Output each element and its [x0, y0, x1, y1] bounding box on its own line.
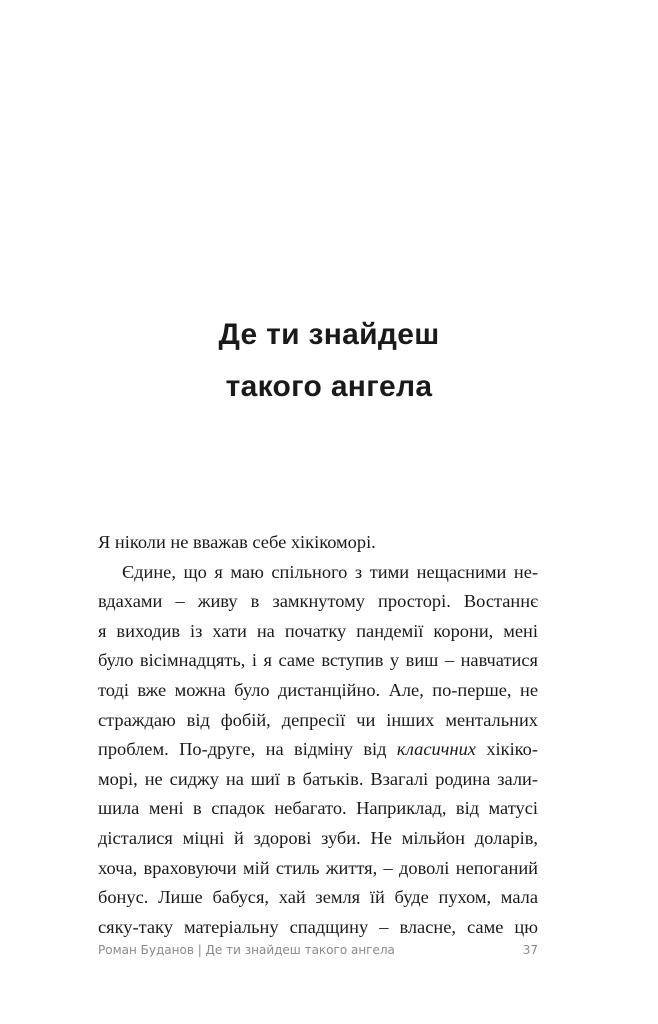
text-line: шила мені в спадок небагато. Наприклад, від матусі: [98, 798, 538, 819]
text-line: Я ніколи не вважав себе хікікоморі.: [98, 532, 376, 552]
text-segment: хікіко-: [475, 739, 538, 760]
text-line-with-emphasis: [98, 735, 538, 765]
text-line: я виходив із хати на початку пандемії корони, мені: [98, 620, 538, 641]
text-segment: проблем. По-друге, на відміну від: [98, 739, 397, 760]
page-number: 37: [522, 943, 538, 957]
text-line: страждаю від фобій, депресії чи інших ментальних: [98, 709, 538, 730]
text-line: Єдине, що я маю спільного з тими нещасними не-: [122, 561, 538, 582]
text-line: вдахами – живу в замкнутому просторі. Востаннє: [98, 591, 538, 612]
chapter-title-line-2: такого ангела: [225, 370, 433, 403]
page-footer: [98, 940, 538, 960]
text-line: хоча, враховуючи мій стиль життя, – доволі непоганий: [98, 857, 538, 878]
text-line: морі, не сиджу на шиї в батьків. Взагалі родина зали-: [98, 768, 538, 789]
text-line: було вісімнадцять, і я саме вступив у виш – навчатися: [98, 650, 538, 671]
running-title: Роман Буданов | Де ти знайдеш такого ангела: [98, 943, 395, 957]
chapter-title-line-1: Де ти знайдеш: [218, 318, 440, 351]
text-line: дісталися міцні й здорові зуби. Не мільйон доларів,: [98, 827, 538, 848]
emphasized-word: класичних: [396, 739, 476, 760]
body-paragraphs: [98, 528, 538, 942]
text-line: сяку-таку матеріальну спадщину – власне, саме цю: [98, 916, 538, 937]
text-line: бонус. Лише бабуся, хай земля їй буде пухом, мала: [98, 887, 538, 908]
text-line: тоді вже можна було дистанційно. Але, по-перше, не: [98, 679, 538, 700]
